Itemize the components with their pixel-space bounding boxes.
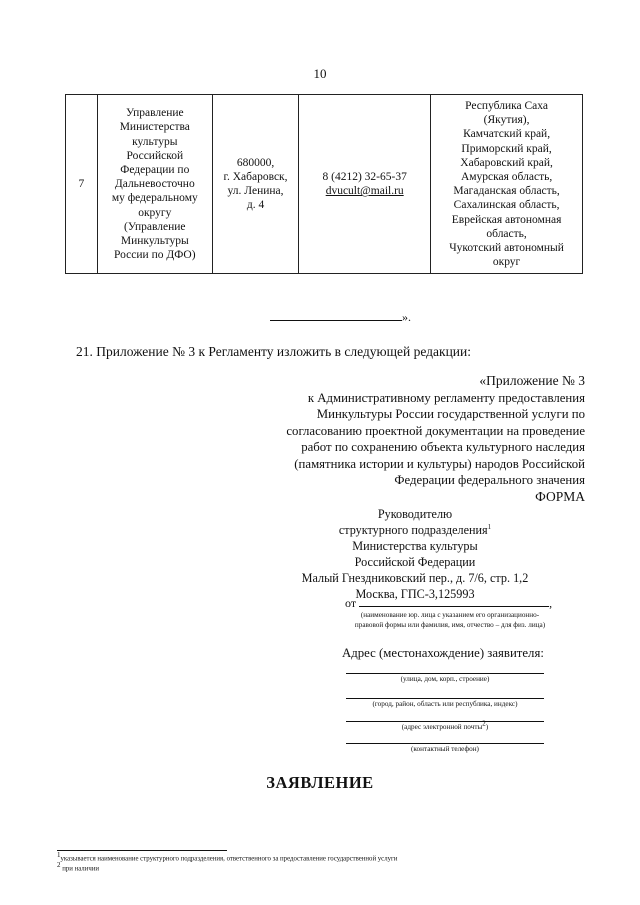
email-caption-tail: ): [485, 723, 489, 731]
footnote-separator: [57, 850, 227, 851]
name-line: (Управление: [124, 220, 186, 233]
region-line: Еврейская автономная: [451, 213, 562, 226]
region-line: Чукотский автономный: [449, 242, 564, 255]
from-blank-field: [359, 596, 549, 607]
document-title: ЗАЯВЛЕНИЕ: [266, 773, 374, 792]
closing-blank-line: [270, 310, 402, 321]
footnote-2: [57, 861, 100, 873]
table-row: [66, 95, 583, 274]
table-closing-line: [270, 310, 411, 325]
closing-quote: ».: [402, 310, 411, 324]
region-line: Приморский край,: [461, 142, 552, 155]
addressee-line: Министерства культуры: [352, 539, 478, 553]
office-address-cell: [212, 95, 298, 274]
name-line: му федеральному: [111, 192, 198, 205]
name-line: Министерства: [119, 121, 190, 134]
footnote-1: [57, 851, 398, 863]
office-regions-cell: [431, 95, 583, 274]
appendix-line: «Приложение № 3: [479, 373, 585, 388]
email-caption: [346, 719, 544, 731]
address-line: г. Хабаровск,: [223, 171, 288, 184]
region-line: (Якутия),: [483, 114, 530, 127]
appendix-line: Минкультуры России государственной услуги по: [316, 407, 585, 421]
appendix-header: [286, 373, 585, 505]
region-line: округ: [492, 256, 521, 269]
from-caption: [300, 610, 600, 630]
name-line: Управление: [125, 107, 184, 120]
city-caption: (город, район, область или республика, индекс): [372, 700, 518, 708]
regional-office-table: [65, 94, 583, 274]
street-caption: (улица, дом, корп., строение): [400, 675, 490, 683]
from-caption-line: (наименование юр. лица с указанием его организационно-: [360, 611, 540, 619]
from-trailing: ,: [549, 596, 553, 610]
appendix-line: к Административному регламенту предоставления: [307, 390, 585, 405]
phone-caption: (контактный телефон): [411, 745, 479, 753]
footnote-mark: 1: [57, 851, 61, 859]
appendix-line: Федерации федерального значения: [394, 473, 585, 487]
address-line: ул. Ленина,: [227, 185, 284, 198]
office-contact-cell: [299, 95, 431, 274]
addressee-line: Малый Гнездниковский пер., д. 7/6, стр. 1,2: [301, 571, 529, 585]
street-blank-line: [346, 673, 544, 674]
name-line: Минкультуры: [120, 234, 189, 247]
office-email-link[interactable]: dvucult@mail.ru: [325, 185, 404, 198]
footnote-mark: 2: [57, 861, 61, 869]
footnote-ref: 1: [487, 522, 492, 531]
region-line: Амурская область,: [460, 171, 553, 184]
region-line: Магаданская область,: [453, 185, 560, 198]
office-name-cell: [97, 95, 212, 274]
footnote-text: указывается наименование структурного подразделения, ответственного за предоставление государственной услуги: [60, 855, 398, 863]
name-line: округу: [138, 206, 172, 219]
addressee-line: [250, 522, 580, 538]
region-line: Сахалинская область,: [453, 199, 560, 212]
from-label: от: [345, 596, 357, 610]
row-number-cell: 7: [66, 95, 98, 274]
phone-blank-line: [346, 743, 544, 744]
paragraph-21: 21. Приложение № 3 к Регламенту изложить в следующей редакции:: [76, 344, 471, 359]
appendix-line: (памятника истории и культуры) народов Российской: [294, 456, 585, 471]
region-line: Республика Саха: [465, 100, 548, 112]
from-caption-line: правовой формы или фамилия, имя, отчество – для физ. лица): [354, 621, 546, 629]
addressee-line: Москва, ГПС-3,125993: [355, 587, 475, 601]
appendix-line: согласованию проектной документации на проведение: [286, 423, 585, 438]
address-line: д. 4: [246, 199, 265, 212]
from-row: [345, 596, 552, 611]
address-line: 680000,: [236, 156, 275, 169]
footnote-ref: 2: [482, 719, 486, 728]
appendix-line: работ по сохранению объекта культурного наследия: [301, 440, 585, 454]
email-blank-line: [346, 721, 544, 722]
email-caption-text: (адрес электронной почты: [401, 723, 483, 731]
name-line: Федерации по: [120, 163, 190, 176]
name-line: культуры: [132, 135, 178, 148]
region-line: Камчатский край,: [463, 128, 551, 141]
office-phone: 8 (4212) 32-65-37: [322, 171, 407, 184]
name-line: Российской: [126, 149, 184, 162]
city-blank-line: [346, 698, 544, 699]
form-label: ФОРМА: [535, 488, 585, 504]
addressee-line: Российской Федерации: [354, 555, 476, 569]
footnote-text: при наличии: [60, 865, 100, 873]
region-line: Хабаровский край,: [460, 156, 553, 169]
addressee-block: [250, 506, 580, 602]
addressee-unit: структурного подразделения: [338, 523, 488, 537]
applicant-address-heading: Адрес (местонахождение) заявителя:: [342, 646, 544, 660]
region-line: область,: [486, 227, 527, 240]
page-number: 10: [313, 66, 327, 81]
name-line: Дальневосточно: [114, 178, 195, 191]
addressee-line: Руководителю: [377, 507, 453, 521]
name-line: России по ДФО): [114, 249, 196, 262]
